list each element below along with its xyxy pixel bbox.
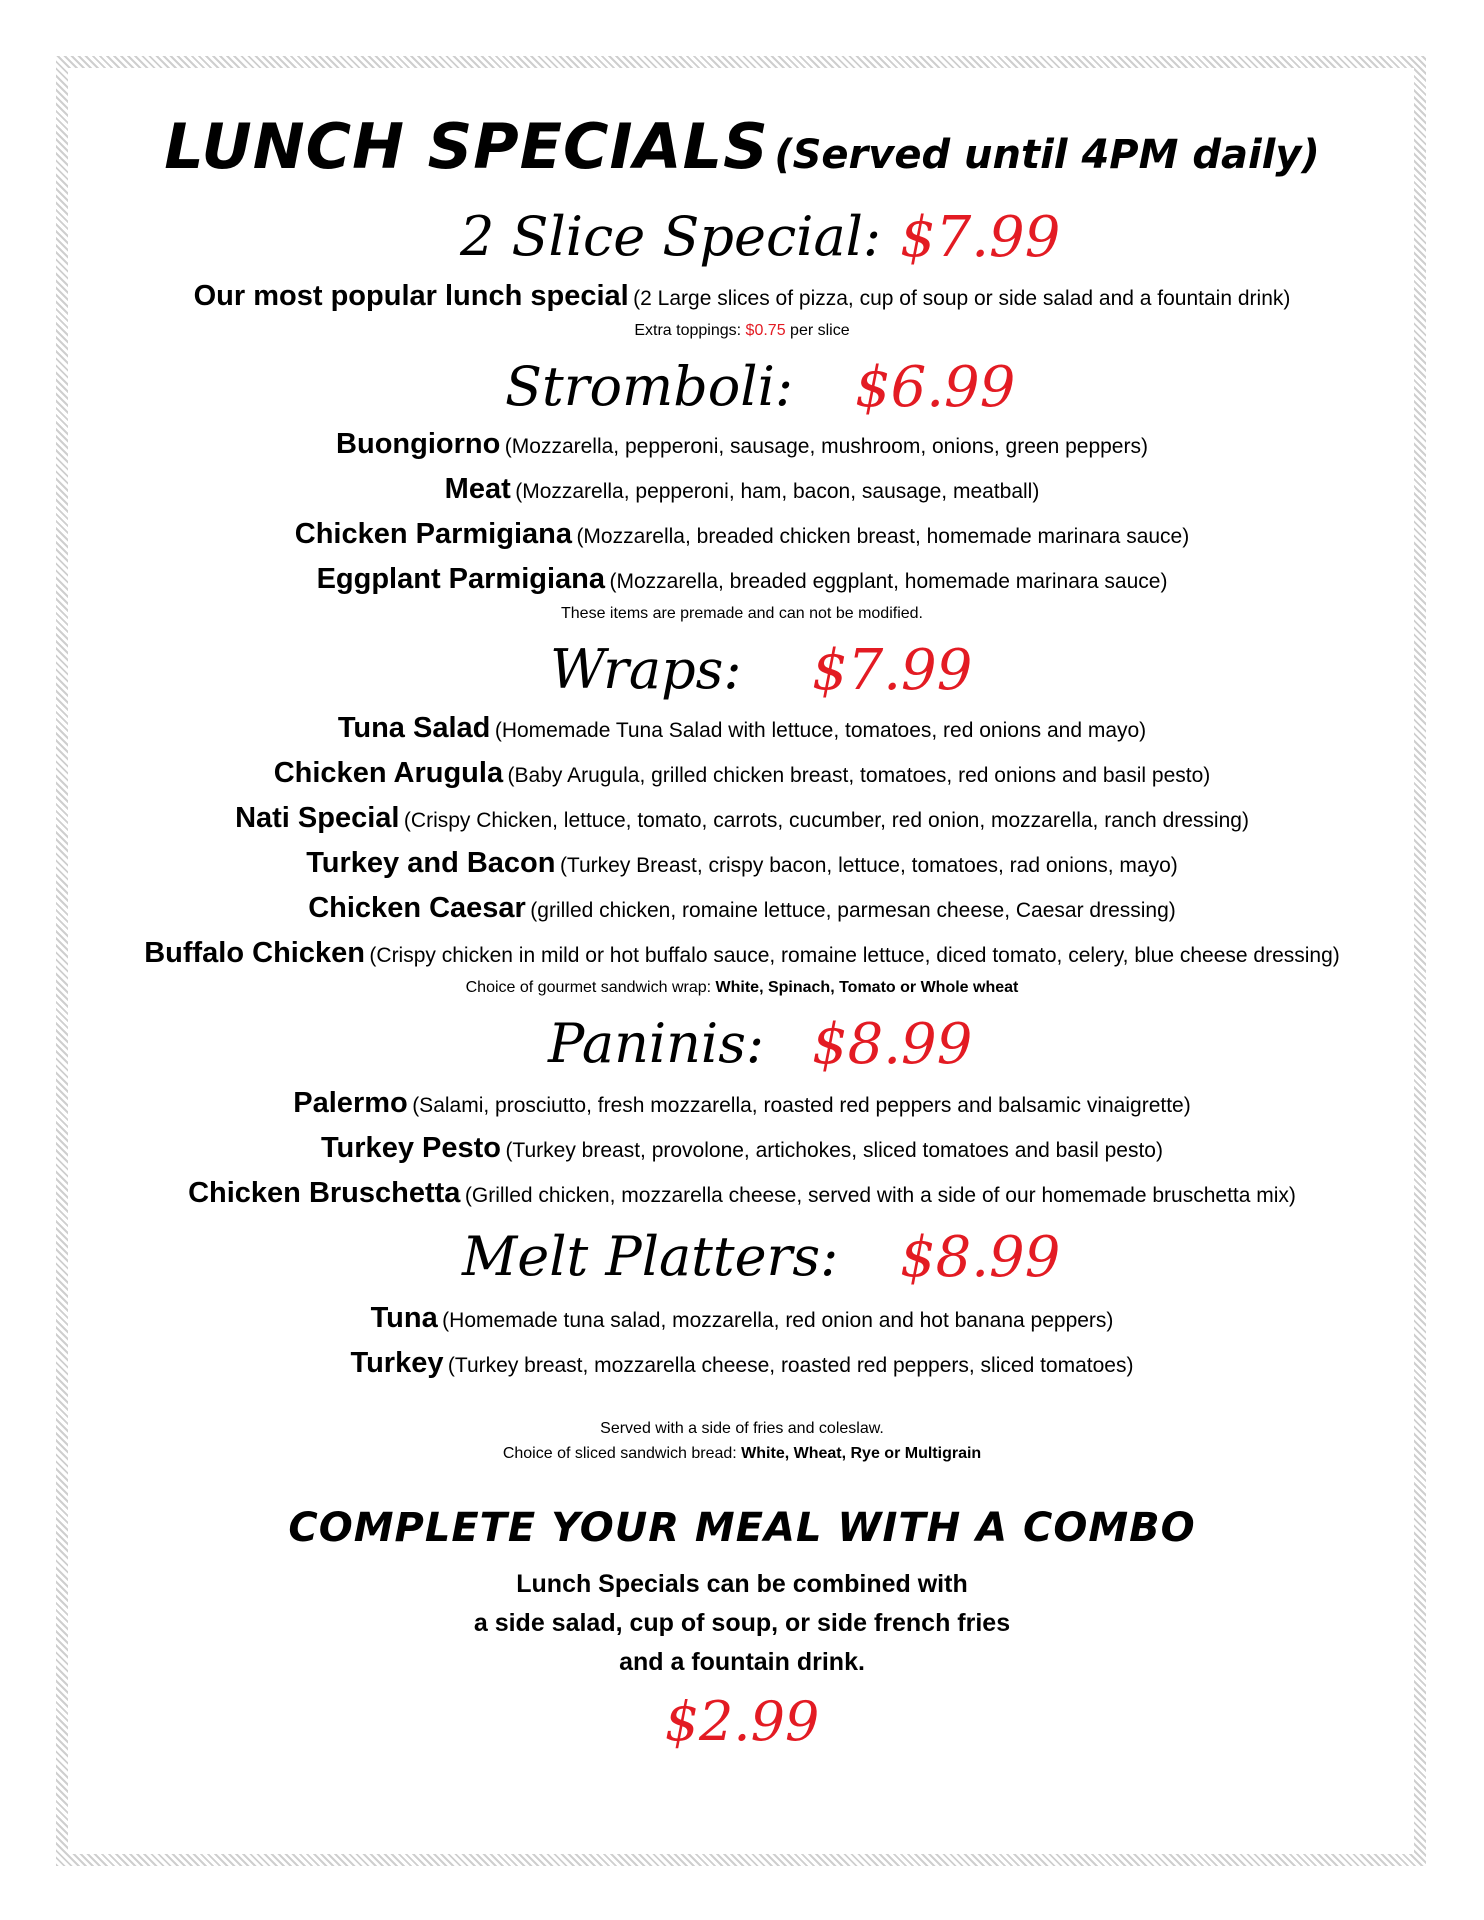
section-header-wraps — [0, 638, 1484, 708]
slice-description — [0, 280, 1484, 313]
list-item — [0, 518, 1484, 551]
item-desc: (Crispy chicken in mild or hot buffalo sauce, romaine lettuce, diced tomato, celery, blue cheese dressing) — [369, 944, 1340, 967]
combo-title: COMPLETE YOUR MEAL WITH A COMBO — [288, 1505, 1196, 1551]
extra-toppings-note — [0, 322, 1484, 340]
list-item — [0, 757, 1484, 790]
list-item — [0, 563, 1484, 596]
list-item — [0, 1132, 1484, 1165]
stromboli-note: These items are premade and can not be modified. — [561, 605, 923, 622]
note-bold: White, Wheat, Rye or Multigrain — [741, 1445, 982, 1462]
note-label: Choice of sliced sandwich bread: — [502, 1445, 737, 1462]
item-desc: (Turkey Breast, crispy bacon, lettuce, tomatoes, rad onions, mayo) — [559, 854, 1178, 877]
note-suffix: per slice — [790, 322, 850, 339]
item-desc: (grilled chicken, romaine lettuce, parmesan cheese, Caesar dressing) — [530, 899, 1176, 922]
list-item — [0, 428, 1484, 461]
combo-line-2: a side salad, cup of soup, or side french fries — [473, 1609, 1011, 1637]
list-item — [0, 1087, 1484, 1120]
item-name: Buffalo Chicken — [144, 937, 365, 969]
list-item — [0, 473, 1484, 506]
title-sub: (Served until 4PM daily) — [774, 132, 1320, 178]
wraps-note — [0, 979, 1484, 997]
list-item — [0, 712, 1484, 745]
item-name: Tuna Salad — [337, 712, 491, 744]
section-name: 2 Slice Special: — [460, 205, 882, 268]
note-bold: White, Spinach, Tomato or Whole wheat — [715, 979, 1019, 996]
item-desc: (Mozzarella, pepperoni, sausage, mushroom, onions, green peppers) — [504, 435, 1148, 458]
section-price: $8.99 — [900, 1225, 1061, 1290]
section-header-stromboli — [0, 355, 1484, 425]
list-item — [0, 847, 1484, 880]
list-item — [0, 1177, 1484, 1210]
section-name: Paninis: — [548, 1012, 765, 1075]
item-desc: (Grilled chicken, mozzarella cheese, served with a side of our homemade bruschetta mix) — [464, 1184, 1296, 1207]
item-desc: (2 Large slices of pizza, cup of soup or side salad and a fountain drink) — [633, 287, 1291, 310]
item-name: Nati Special — [235, 802, 400, 834]
item-desc: (Salami, prosciutto, fresh mozzarella, roasted red peppers and balsamic vinaigrette) — [412, 1094, 1191, 1117]
list-item — [0, 892, 1484, 925]
item-desc: (Mozzarella, breaded eggplant, homemade marinara sauce) — [609, 570, 1168, 593]
item-name: Turkey Pesto — [321, 1132, 501, 1164]
section-price: $6.99 — [855, 355, 1016, 420]
list-item — [0, 937, 1484, 970]
item-name: Palermo — [293, 1087, 408, 1119]
page-title — [0, 110, 1484, 183]
item-desc: (Turkey breast, provolone, artichokes, sliced tomatoes and basil pesto) — [505, 1139, 1163, 1162]
melts-note-1: Served with a side of fries and coleslaw. — [600, 1420, 884, 1437]
item-name: Chicken Caesar — [308, 892, 526, 924]
item-desc: (Homemade Tuna Salad with lettuce, tomatoes, red onions and mayo) — [494, 719, 1147, 742]
note-price: $0.75 — [745, 322, 786, 339]
item-name: Turkey — [350, 1347, 444, 1379]
section-name: Melt Platters: — [462, 1225, 839, 1288]
section-header-melts — [0, 1225, 1484, 1295]
item-name: Our most popular lunch special — [193, 280, 629, 312]
section-header-paninis — [0, 1012, 1484, 1082]
item-desc: (Baby Arugula, grilled chicken breast, tomatoes, red onions and basil pesto) — [507, 764, 1211, 787]
section-price: $7.99 — [900, 205, 1061, 270]
combo-line-3: and a fountain drink. — [619, 1648, 865, 1676]
list-item — [0, 1302, 1484, 1335]
list-item — [0, 802, 1484, 835]
item-name: Chicken Parmigiana — [294, 518, 572, 550]
section-price: $7.99 — [812, 638, 973, 703]
item-name: Meat — [444, 473, 511, 505]
item-name: Chicken Bruschetta — [188, 1177, 461, 1209]
item-name: Chicken Arugula — [273, 757, 504, 789]
combo-line-1: Lunch Specials can be combined with — [516, 1570, 968, 1598]
item-name: Tuna — [370, 1302, 438, 1334]
section-name: Wraps: — [550, 638, 742, 701]
item-desc: (Homemade tuna salad, mozzarella, red onion and hot banana peppers) — [442, 1309, 1114, 1332]
melts-note-2 — [0, 1445, 1484, 1463]
title-main: LUNCH SPECIALS — [164, 110, 769, 183]
section-name: Stromboli: — [505, 355, 794, 418]
section-price: $8.99 — [812, 1012, 973, 1077]
combo-price: $2.99 — [664, 1690, 820, 1753]
item-name: Turkey and Bacon — [306, 847, 556, 879]
item-name: Buongiorno — [336, 428, 501, 460]
note-label: Extra toppings: — [634, 322, 742, 339]
note-label: Choice of gourmet sandwich wrap: — [465, 979, 712, 996]
item-desc: (Mozzarella, pepperoni, ham, bacon, sausage, meatball) — [515, 480, 1040, 503]
list-item — [0, 1347, 1484, 1380]
item-name: Eggplant Parmigiana — [316, 563, 606, 595]
item-desc: (Crispy Chicken, lettuce, tomato, carrots, cucumber, red onion, mozzarella, ranch dressing) — [403, 809, 1249, 832]
item-desc: (Turkey breast, mozzarella cheese, roasted red peppers, sliced tomatoes) — [447, 1354, 1134, 1377]
section-header-slice — [0, 205, 1484, 275]
item-desc: (Mozzarella, breaded chicken breast, homemade marinara sauce) — [576, 525, 1190, 548]
